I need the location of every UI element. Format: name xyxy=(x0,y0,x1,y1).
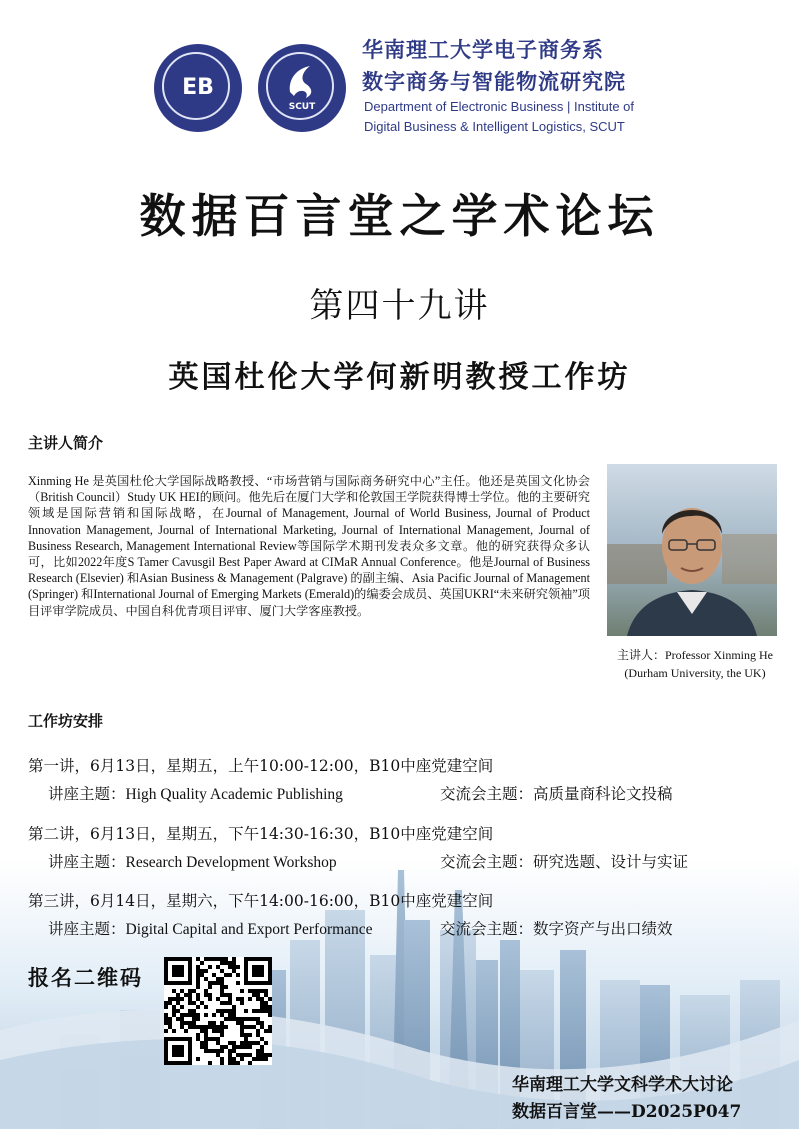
registration-qr-label: 报名二维码 xyxy=(28,965,143,990)
session-1 xyxy=(28,754,788,808)
footer-series-name: 华南理工大学文科学术大讨论 xyxy=(512,1075,733,1095)
school-name: 华南理工大学电子商务系 xyxy=(362,37,604,62)
logo-eb-mark: EB xyxy=(182,75,214,100)
speaker-caption xyxy=(600,646,790,682)
speaker-photo xyxy=(607,464,777,636)
speaker-caption-affiliation: (Durham University, the UK) xyxy=(624,666,766,680)
speaker-bio-heading: 主讲人简介 xyxy=(28,434,104,452)
workshop-title: 英国杜伦大学何新明教授工作坊 xyxy=(168,360,631,395)
schedule-heading: 工作坊安排 xyxy=(28,712,104,730)
session-3-lecture-topic: 讲座主题：Digital Capital and Export Performance xyxy=(48,921,373,938)
session-2 xyxy=(28,822,788,876)
registration-qr-code[interactable] xyxy=(164,957,272,1065)
session-3-exchange-topic: 交流会主题：数字资产与出口绩效 xyxy=(440,921,673,938)
session-3 xyxy=(28,889,788,943)
logo-scut-text: SCUT xyxy=(288,102,316,112)
speaker-caption-name: 主讲人：Professor Xinming He xyxy=(617,648,773,662)
lecture-number: 第四十九讲 xyxy=(309,286,490,326)
institute-name-cn: 数字商务与智能物流研究院 xyxy=(362,70,626,94)
forum-title: 数据百言堂之学术论坛 xyxy=(139,189,660,243)
session-3-time-place: 第三讲，6月14日，星期六，下午14:00-16:00，B10中座党建空间 xyxy=(28,892,494,910)
session-1-time-place: 第一讲，6月13日，星期五，上午10:00-12:00，B10中座党建空间 xyxy=(28,757,494,775)
session-1-exchange-topic: 交流会主题：高质量商科论文投稿 xyxy=(440,786,673,803)
footer-event-code: 数据百言堂——D2025P047 xyxy=(512,1102,742,1122)
department-name-en-line1: Department of Electronic Business | Institute of xyxy=(364,99,635,114)
eb-department-logo xyxy=(154,44,242,132)
department-name-en-line2: Digital Business & Intelligent Logistics, SCUT xyxy=(364,119,625,134)
session-2-time-place: 第二讲，6月13日，星期五，下午14:30-16:30，B10中座党建空间 xyxy=(28,825,494,843)
scut-institute-logo xyxy=(258,44,346,132)
session-2-lecture-topic: 讲座主题：Research Development Workshop xyxy=(48,854,337,871)
institute-swirl-icon xyxy=(284,62,320,100)
session-1-lecture-topic: 讲座主题：High Quality Academic Publishing xyxy=(48,786,343,803)
speaker-bio-text: Xinming He 是英国杜伦大学国际战略教授、“市场营销与国际商务研究中心”主任。他还是英国文化协会（British Council）Study UK HEI的顾问。他先后在厦门大学和伦敦国王学院获得博士学位。他的主要研究领域是国际营销和国际战略，在Journal of Management, Journal of World Business, Journal of Product Innovation Management, Journal of International Marketing, Journal of International Management, Journal of Business Research, Management International Review等国际学术期刊发表众多文章。他的研究获得众多认可，比如2022年度S Tamer Cavusgil Best Paper Award at CIMaR Annual Conference。他是Journal of Business Research (Elsevier) 和Asian Business & Management (Palgrave) 的副主编、Asia Pacific Journal of Management (Springer) 和International Journal of Emerging Markets (Emerald)的编委会成员、英国UKRI“未来研究领袖”项目评审学院成员、中国自科优青项目评审、厦门大学客座教授。 xyxy=(28,474,590,618)
session-2-exchange-topic: 交流会主题：研究选题、设计与实证 xyxy=(440,854,689,871)
